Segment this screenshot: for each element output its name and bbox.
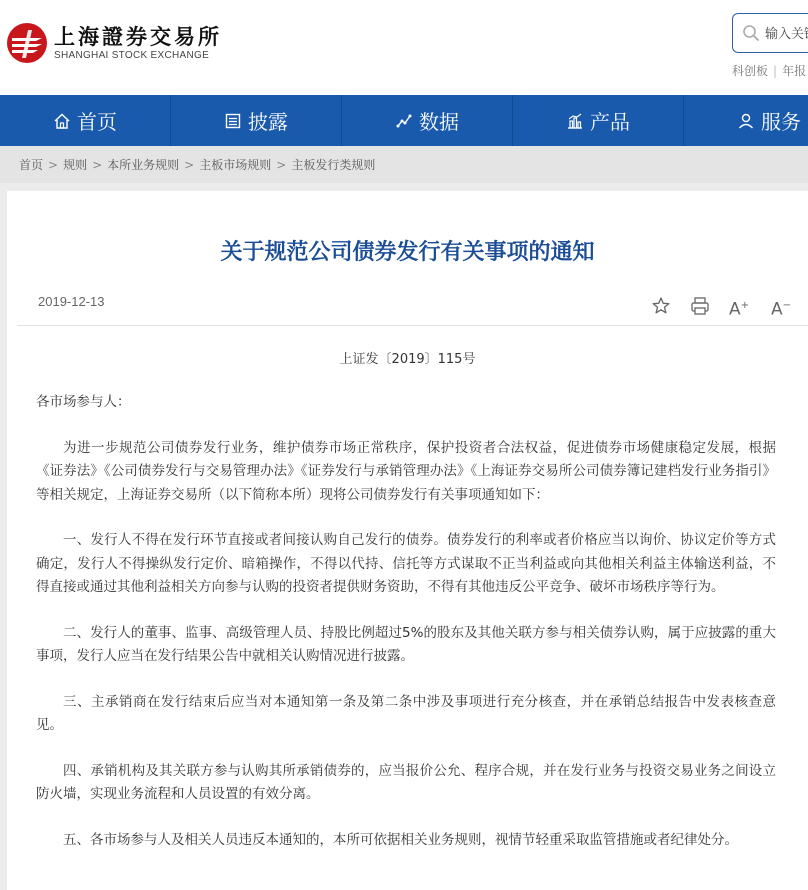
top-header: [0, 0, 808, 95]
nav-item-label: 首页: [77, 110, 117, 134]
chevron-right-icon: >: [184, 157, 195, 172]
nav-item-data[interactable]: [342, 95, 513, 146]
paragraph: 五、各市场参与人及相关人员违反本通知的，本所可依据相关业务规则，视情节轻重采取监管措施或者纪律处分。: [63, 831, 738, 848]
paragraph: 一、发行人不得在发行环节直接或者间接认购自己发行的债券。债券发行的利率或者价格应当以询价、协议定价等方式确定，发行人不得操纵发行定价、暗箱操作，不得以代持、信托等方式谋取不正当利益或向其他相关利益主体输送利益，不得直接或通过其他利益相关方向参与认购的投资者提供财务资助，不得有其他违反公平竞争、破坏市场秩序等行为。: [36, 532, 776, 595]
font-decrease-icon[interactable]: A−: [771, 299, 792, 320]
chart-line-icon: [395, 112, 413, 130]
home-icon: [53, 112, 71, 130]
article-title: 关于规范公司债券发行有关事项的通知: [220, 240, 595, 265]
nav-item-products[interactable]: [513, 95, 684, 146]
article-body: [36, 391, 776, 874]
nav-item-label: 服务: [761, 110, 801, 134]
nav-item-disclosure[interactable]: [171, 95, 342, 146]
chevron-right-icon: >: [92, 157, 103, 172]
quick-link-separator: |: [773, 64, 778, 78]
breadcrumb-link-rules[interactable]: 规则: [63, 158, 88, 172]
search-box[interactable]: [732, 13, 808, 53]
article-panel: [7, 191, 808, 890]
document-number: 上证发〔2019〕115号: [339, 352, 476, 367]
chevron-right-icon: >: [276, 157, 287, 172]
breadcrumb-link-main-board-rules[interactable]: 主板市场规则: [199, 158, 272, 172]
paragraph: 为进一步规范公司债券发行业务，维护债券市场正常秩序，保护投资者合法权益，促进债券市场健康稳定发展，根据《证券法》《公司债券发行与交易管理办法》《证券发行与承销管理办法》《上海证券交易所公司债券簿记建档发行业务指引》等相关规定，上海证券交易所（以下简称本所）现将公司债券发行有关事项通知如下：: [36, 439, 776, 503]
star-icon[interactable]: [650, 295, 672, 317]
breadcrumb-link-home[interactable]: 首页: [19, 158, 44, 172]
printer-icon[interactable]: [689, 295, 711, 317]
breadcrumb: [0, 146, 808, 183]
salutation: 各市场参与人：: [36, 394, 131, 410]
sse-logo-icon: [6, 22, 48, 64]
nav-item-label: 产品: [590, 110, 630, 134]
logo-english-name: SHANGHAI STOCK EXCHANGE: [54, 49, 210, 61]
breadcrumb-link-issuance-rules[interactable]: 主板发行类规则: [291, 158, 376, 172]
logo-chinese-name: 上海證券交易所: [54, 23, 222, 49]
document-list-icon: [224, 112, 242, 130]
quick-link-annual-report[interactable]: 年报: [782, 64, 807, 78]
quick-links: [732, 62, 806, 79]
paragraph: 四、承销机构及其关联方参与认购其所承销债券的，应当报价公允、程序合规，并在发行业务与投资交易业务之间设立防火墙，实现业务流程和人员设置的有效分离。: [36, 762, 776, 802]
search-input[interactable]: [765, 23, 808, 45]
nav-item-label: 披露: [248, 110, 288, 134]
publish-date: 2019-12-13: [38, 294, 105, 309]
nav-item-label: 数据: [419, 110, 459, 134]
search-icon[interactable]: [742, 24, 760, 42]
breadcrumb-link-business-rules[interactable]: 本所业务规则: [107, 158, 180, 172]
divider: [17, 325, 808, 326]
paragraph: 三、主承销商在发行结束后应当对本通知第一条及第二条中涉及事项进行充分核查，并在承销总结报告中发表核查意见。: [36, 693, 776, 733]
main-nav: [0, 95, 808, 146]
user-icon: [737, 112, 755, 130]
bar-chart-icon: [566, 112, 584, 130]
quick-link-star-market[interactable]: 科创板: [732, 64, 769, 78]
font-increase-icon[interactable]: A+: [729, 299, 750, 320]
chevron-right-icon: >: [48, 157, 59, 172]
nav-item-services[interactable]: [684, 95, 808, 146]
nav-item-home[interactable]: [0, 95, 171, 146]
sse-logo[interactable]: [6, 22, 222, 64]
paragraph: 二、发行人的董事、监事、高级管理人员、持股比例超过5%的股东及其他关联方参与相关债券认购，属于应披露的重大事项，发行人应当在发行结果公告中就相关认购情况进行披露。: [36, 624, 776, 664]
